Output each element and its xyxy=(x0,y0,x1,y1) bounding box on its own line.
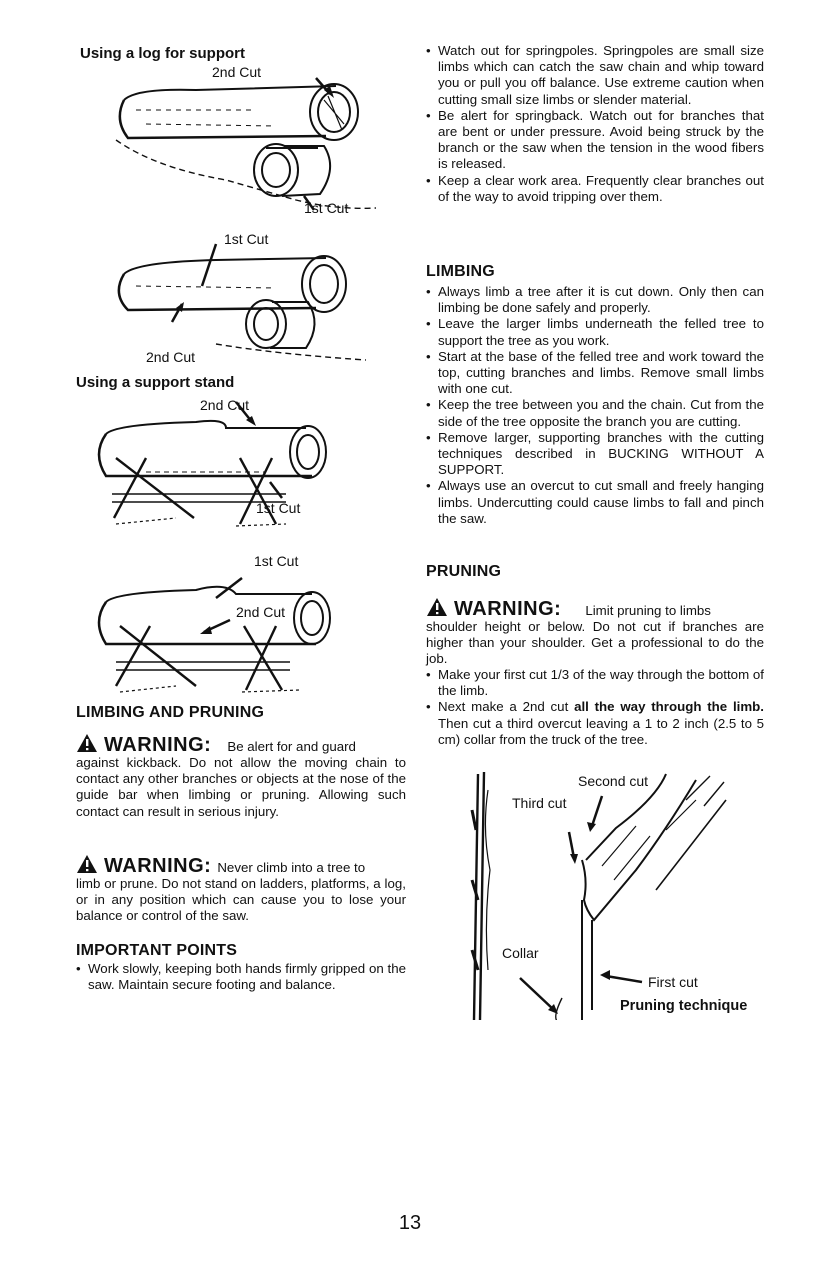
list-item: • Remove larger, supporting branches with the cutting techniques described in BUCKING WITHOUT A SUPPORT. xyxy=(426,430,764,479)
list-item: • Keep a clear work area. Frequently clear branches out of the way to avoid tripping over them. xyxy=(426,173,764,205)
list-item: • Work slowly, keeping both hands firmly gripped on the saw. Maintain secure footing and balance. xyxy=(76,961,406,993)
prune-collar-label: Collar xyxy=(502,945,539,961)
log-support-figure-1 xyxy=(76,60,406,230)
important-points-heading: IMPORTANT POINTS xyxy=(76,942,238,959)
prune-first-cut-label: First cut xyxy=(648,974,698,990)
list-item: • Be alert for springback. Watch out for branches that are bent or under pressure. Avoid being struck by the branch or the saw when the tension in the wood fibers is released. xyxy=(426,108,764,173)
list-item: • Always limb a tree after it is cut down. Only then can limbing be done safely and properly. xyxy=(426,284,764,316)
fig4-cut-top-label: 1st Cut xyxy=(254,553,299,569)
list-item: • Start at the base of the felled tree and work toward the top, cutting branches and limbs. Remove small limbs with one cut. xyxy=(426,349,764,398)
warning-triangle-icon xyxy=(76,854,98,874)
pruning-step2-post: Then cut a third overcut leaving a 1 to 2 inch (2.5 to 5 cm) collar from the truck of the tree. xyxy=(438,715,764,747)
important-points-list-right xyxy=(426,43,764,205)
warning-1-word: WARNING: xyxy=(104,734,212,756)
pruning-step2-bold: all the way through the limb. xyxy=(574,699,764,715)
warning-triangle-icon xyxy=(76,733,98,753)
support-stand-title: Using a support stand xyxy=(76,374,235,391)
fig3-cut-right-label: 1st Cut xyxy=(256,500,301,516)
warning-3-text: shoulder height or below. Do not cut if branches are higher than your shoulder. Get a professional to do the job. xyxy=(426,619,764,667)
warning-3-first: Limit pruning to limbs xyxy=(585,603,711,618)
fig1-cut-bottom-label: 1st Cut xyxy=(304,200,349,216)
warning-2-line xyxy=(76,852,365,878)
pruning-technique-figure xyxy=(466,770,756,1020)
warning-1-line xyxy=(76,731,356,757)
prune-third-cut-label: Third cut xyxy=(512,795,567,811)
pruning-step2-pre: Next make a 2nd cut xyxy=(438,699,575,715)
log-support-title: Using a log for support xyxy=(80,45,245,62)
warning-2-word: WARNING: xyxy=(104,855,212,877)
fig4-cut-mid-label: 2nd Cut xyxy=(236,604,286,620)
fig1-cut-top-label: 2nd Cut xyxy=(212,64,262,80)
fig2-cut-top-label: 1st Cut xyxy=(224,231,269,247)
page-number: 13 xyxy=(398,1212,422,1234)
support-stand-figure-2 xyxy=(76,556,406,696)
pruning-list xyxy=(426,667,764,748)
warning-1-text: against kickback. Do not allow the moving chain to contact any other branches or objects at the nose of the guide bar when limbing or pruning. Allowing such contact can result in serious injury. xyxy=(76,755,406,819)
support-stand-figure-1 xyxy=(76,394,406,544)
warning-1-first: Be alert for and guard xyxy=(227,739,356,754)
list-item: • Leave the larger limbs underneath the felled tree to support the tree as you work. xyxy=(426,316,764,348)
limbing-heading: LIMBING xyxy=(426,263,495,280)
list-item: • Keep the tree between you and the chain. Cut from the side of the tree opposite the branch you are cutting. xyxy=(426,397,764,429)
pruning-heading: PRUNING xyxy=(426,563,502,580)
warning-2-text: limb or prune. Do not stand on ladders, platforms, a log, or in any position which can cause you to lose your balance or control of the saw. xyxy=(76,876,406,924)
list-item xyxy=(426,699,764,748)
warning-3-word: WARNING: xyxy=(454,598,562,620)
list-item: • Always use an overcut to cut small and freely hanging limbs. Undercutting could cause limbs to fall and pinch the saw. xyxy=(426,478,764,527)
warning-2-first: Never climb into a tree to xyxy=(217,860,366,875)
fig2-cut-bottom-label: 2nd Cut xyxy=(146,349,196,365)
limbing-pruning-heading: LIMBING AND PRUNING xyxy=(76,704,265,721)
list-item: • Make your first cut 1/3 of the way through the bottom of the limb. xyxy=(426,667,764,699)
limbing-list xyxy=(426,284,764,527)
important-points-list-left xyxy=(76,961,406,993)
prune-second-cut-label: Second cut xyxy=(578,773,649,789)
list-item: • Watch out for springpoles. Springpoles are small size limbs which can catch the saw chain and whip toward you or pull you off balance. Use extreme caution when cutting small size limbs or slender material. xyxy=(426,43,764,108)
fig3-cut-top-label: 2nd Cut xyxy=(200,397,250,413)
warning-triangle-icon xyxy=(426,597,448,617)
prune-caption: Pruning technique xyxy=(620,998,748,1014)
warning-3-line xyxy=(426,595,711,621)
